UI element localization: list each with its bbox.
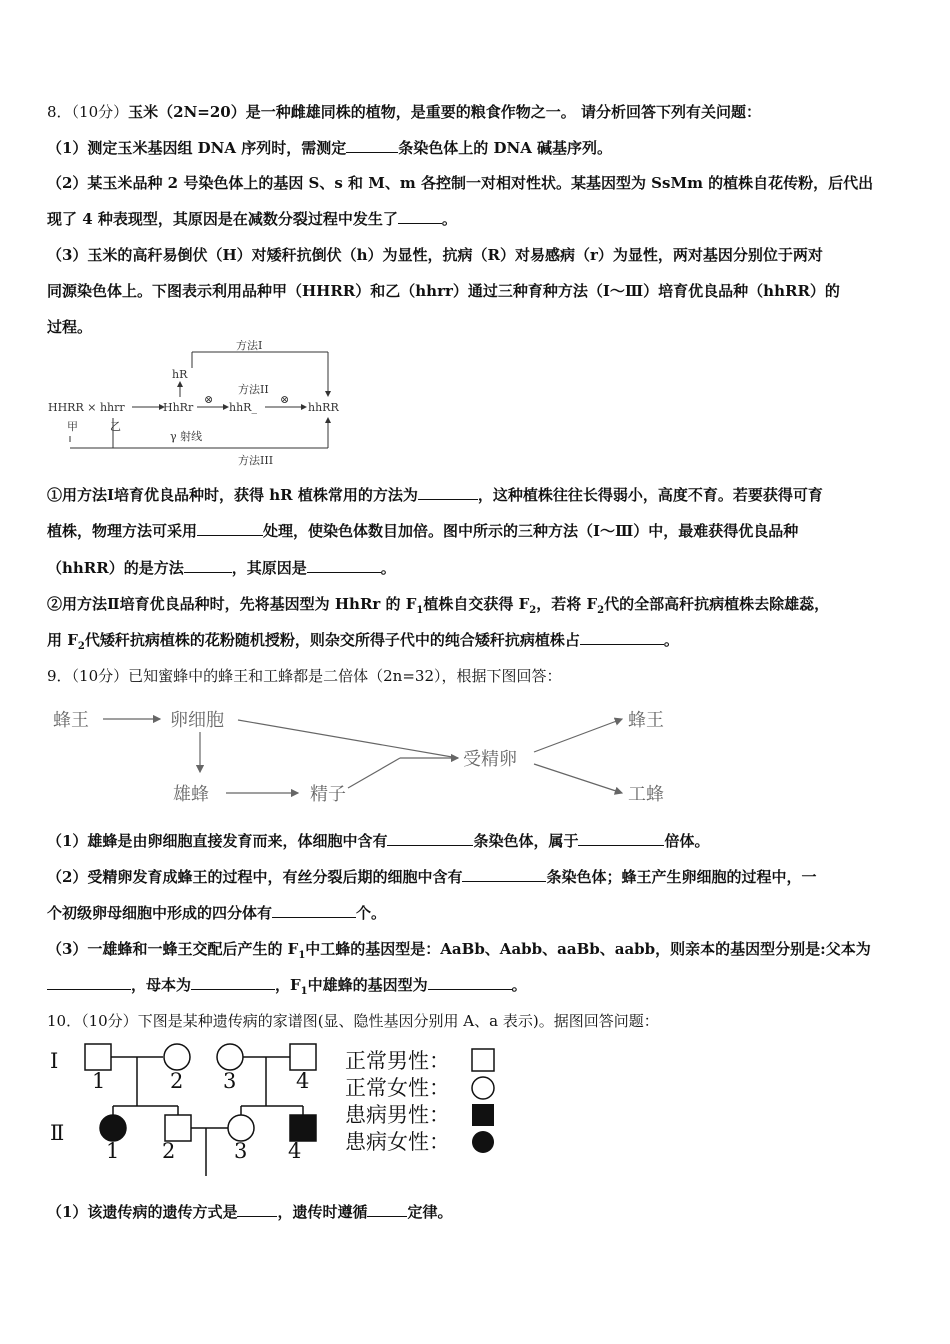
legend-affected-male-label: 患病男性： xyxy=(345,1103,450,1127)
legend-normal-male-symbol xyxy=(472,1049,494,1071)
method2-label: 方法II xyxy=(238,383,269,396)
legend-affected-female-symbol xyxy=(472,1131,494,1153)
q8-part2: （2）某玉米品种 2 号染色体上的基因 S、s 和 M、m 各控制一对相对性状。某基因型为 SsMm 的植株自花传粉，后代出 xyxy=(47,174,874,192)
breeding-diagram xyxy=(40,340,350,470)
bee-diagram xyxy=(48,700,698,810)
legend-affected-female-label: 患病女性： xyxy=(345,1130,450,1154)
i3-number: 3 xyxy=(223,1069,237,1093)
i3-normal-female xyxy=(217,1044,243,1070)
generation-1-label: Ⅰ xyxy=(50,1049,59,1073)
q8-part2-cont: 现了 4 种表现型，其原因是在减数分裂过程中发生了 。 xyxy=(47,210,457,228)
zygote-label: 受精卵 xyxy=(463,749,517,770)
gamma-label: γ 射线 xyxy=(170,430,203,443)
hhr-label: hhR_ xyxy=(229,401,257,414)
drone-label: 雄蜂 xyxy=(173,784,209,805)
q10-heading: 10．（10分）下图是某种遗传病的家谱图(显、隐性基因分别用 A、a 表示)。据图回答问题： xyxy=(47,1012,659,1030)
q8-heading: 8．（10分）玉米（2N=20）是一种雌雄同株的植物，是重要的粮食作物之一。 请分析回答下列有关问题： xyxy=(47,103,761,121)
ii3-number: 3 xyxy=(234,1139,248,1163)
self-symbol-2: ⊗ xyxy=(280,393,290,406)
q8-sub2: ②用方法Ⅱ培育优良品种时，先将基因型为 HhRr 的 $F_1$植株自交获得 $F_2$，若将 $F_2$代的全部高秆抗病植株去除雄蕊， xyxy=(47,595,830,616)
hr-label: hR xyxy=(172,368,188,381)
legend-normal-female-label: 正常女性： xyxy=(345,1076,450,1100)
q8-sub1: ①用方法Ⅰ培育优良品种时，获得 hR 植株常用的方法为 ，这种植株往往长得弱小，高度不育。若要获得可育 xyxy=(47,486,823,504)
q9-heading: 9．（10分）已知蜜蜂中的蜂王和工蜂都是二倍体（2n=32），根据下图回答： xyxy=(47,667,562,685)
yi-label: 乙 xyxy=(110,420,121,433)
f1-label: HhRr xyxy=(163,401,194,414)
q9-part2-cont: 个初级卵母细胞中形成的四分体有 个。 xyxy=(47,904,387,922)
q8-part3: （3）玉米的高秆易倒伏（H）对矮秆抗倒伏（h）为显性，抗病（R）对易感病（r）为显性，两对基因分别位于两对 xyxy=(47,246,823,264)
ii1-number: 1 xyxy=(106,1139,120,1163)
i4-normal-male xyxy=(290,1044,316,1070)
worker-label: 工蜂 xyxy=(628,784,664,805)
queen-result-label: 蜂王 xyxy=(628,710,664,731)
pedigree-chart xyxy=(40,1040,510,1180)
queen-label: 蜂王 xyxy=(53,710,89,731)
jia-label: 甲 xyxy=(67,420,78,433)
legend-normal-male-label: 正常男性： xyxy=(345,1049,450,1073)
cross-label: HHRR × hhrr xyxy=(48,401,125,414)
ii2-normal-male xyxy=(165,1115,191,1141)
q10-part1: （1）该遗传病的遗传方式是 ，遗传时遵循 定律。 xyxy=(47,1203,453,1221)
q8-sub2-cont: 用 $F_2$代矮秆抗病植株的花粉随机授粉，则杂交所得子代中的纯合矮秆抗病植株占 。 xyxy=(47,631,679,652)
i2-number: 2 xyxy=(170,1069,184,1093)
ii4-number: 4 xyxy=(288,1139,302,1163)
q8-part3-cont: 同源染色体上。下图表示利用品种甲（HHRR）和乙（hhrr）通过三种育种方法（Ⅰ～Ⅲ）培育优良品种（hhRR）的 xyxy=(47,282,840,300)
method1-label: 方法I xyxy=(236,340,263,352)
ii3-normal-female xyxy=(228,1115,254,1141)
legend-affected-male-symbol xyxy=(472,1104,494,1126)
target-label: hhRR xyxy=(308,401,339,414)
q8-part3-end: 过程。 xyxy=(47,318,93,336)
q8-sub1-end: （hhRR）的是方法 ，其原因是 。 xyxy=(47,559,396,577)
method3-label: 方法III xyxy=(238,454,274,467)
egg-label: 卵细胞 xyxy=(170,710,224,731)
i1-number: 1 xyxy=(92,1069,106,1093)
q9-part3-cont: ，母本为 ，$F_1$中雄蜂的基因型为 。 xyxy=(47,975,527,1002)
i4-number: 4 xyxy=(296,1069,310,1093)
i2-normal-female xyxy=(164,1044,190,1070)
self-symbol-1: ⊗ xyxy=(204,393,214,406)
ii1-affected-female xyxy=(100,1115,126,1141)
i1-normal-male xyxy=(85,1044,111,1070)
ii4-affected-male xyxy=(290,1115,316,1141)
ii2-number: 2 xyxy=(162,1139,176,1163)
q9-part1: （1）雄蜂是由卵细胞直接发育而来，体细胞中含有 条染色体，属于 倍体。 xyxy=(47,832,710,850)
q8-part1: （1）测定玉米基因组 DNA 序列时，需测定 条染色体上的 DNA 碱基序列。 xyxy=(47,139,613,157)
q9-part3: （3）一雄蜂和一蜂王交配后产生的 $F_1$中工蜂的基因型是：AaBb、Aabb、aaBb、aabb，则亲本的基因型分别是:父本为 xyxy=(47,940,871,961)
q8-sub1-cont: 植株，物理方法可采用 处理，使染色体数目加倍。图中所示的三种方法（Ⅰ～Ⅲ）中，最难获得优良品种 xyxy=(47,522,799,540)
q9-part2: （2）受精卵发育成蜂王的过程中，有丝分裂后期的细胞中含有 条染色体；蜂王产生卵细胞的过程中，一 xyxy=(47,868,817,886)
generation-2-label: Ⅱ xyxy=(50,1121,65,1145)
sperm-label: 精子 xyxy=(310,784,346,805)
legend-normal-female-symbol xyxy=(472,1077,494,1099)
